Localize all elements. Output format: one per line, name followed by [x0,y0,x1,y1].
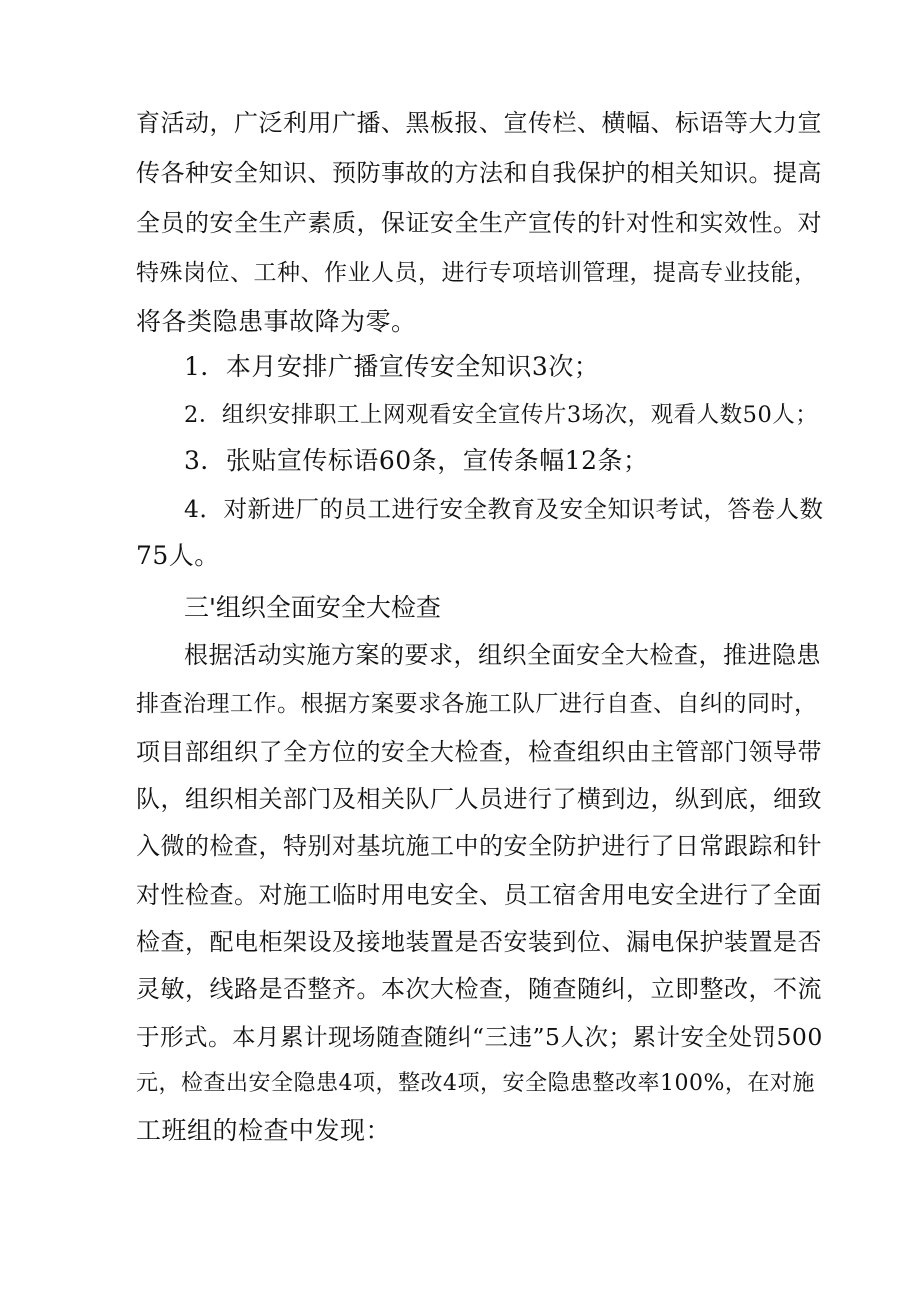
paragraph-line: 排查治理工作。根据方案要求各施工队厂进行自查、自纠的同时， [136,691,818,717]
paragraph-line: 于形式。本月累计现场随查随纠“三违”5人次；累计安全处罚500 [136,1023,823,1051]
paragraph-line: 根据活动实施方案的要求，组织全面安全大检查，推进隐患 [184,641,821,669]
paragraph-line: 对性检查。对施工临时用电安全、员工宿舍用电安全进行了全面 [136,881,822,909]
paragraph-line: 特殊岗位、工种、作业人员，进行专项培训管理，提高专业技能， [136,260,818,286]
paragraph-line: 入微的检查，特别对基坑施工中的安全防护进行了日常跟踪和针 [136,832,822,860]
paragraph-line: 队，组织相关部门及相关队厂人员进行了横到边，纵到底，细致 [136,785,822,813]
paragraph-line: 项目部组织了全方位的安全大检查，检查组织由主管部门领导带 [136,738,822,766]
paragraph-line: 传各种安全知识、预防事故的方法和自我保护的相关知识。提高 [136,159,822,187]
paragraph-line: 检查，配电柜架设及接地装置是否安装到位、漏电保护装置是否 [136,928,822,956]
paragraph-line: 元，检查出安全隐患4项，整改4项，安全隐患整改率100%，在对施 [136,1071,815,1096]
list-item: 2．组织安排职工上网观看安全宣传片3场次，观看人数50人； [184,402,819,428]
list-item: 3．张贴宣传标语60条，宣传条幅12条； [184,446,649,475]
paragraph-line: 将各类隐患事故降为零。 [136,307,417,336]
list-item-continuation: 75人。 [136,541,220,570]
paragraph-line: 工班组的检查中发现： [136,1116,392,1145]
section-heading: 三'组织全面安全大检查 [184,593,441,622]
list-item: 1．本月安排广播宣传安全知识3次； [184,352,600,381]
paragraph-line: 灵敏，线路是否整齐。本次大检查，随查随纠，立即整改，不流 [136,975,822,1003]
paragraph-line: 全员的安全生产素质，保证安全生产宣传的针对性和实效性。对 [136,209,822,237]
list-item: 4．对新进厂的员工进行安全教育及安全知识考试，答卷人数 [184,495,824,523]
paragraph-line: 育活动，广泛利用广播、黑板报、宣传栏、横幅、标语等大力宣 [136,109,822,137]
